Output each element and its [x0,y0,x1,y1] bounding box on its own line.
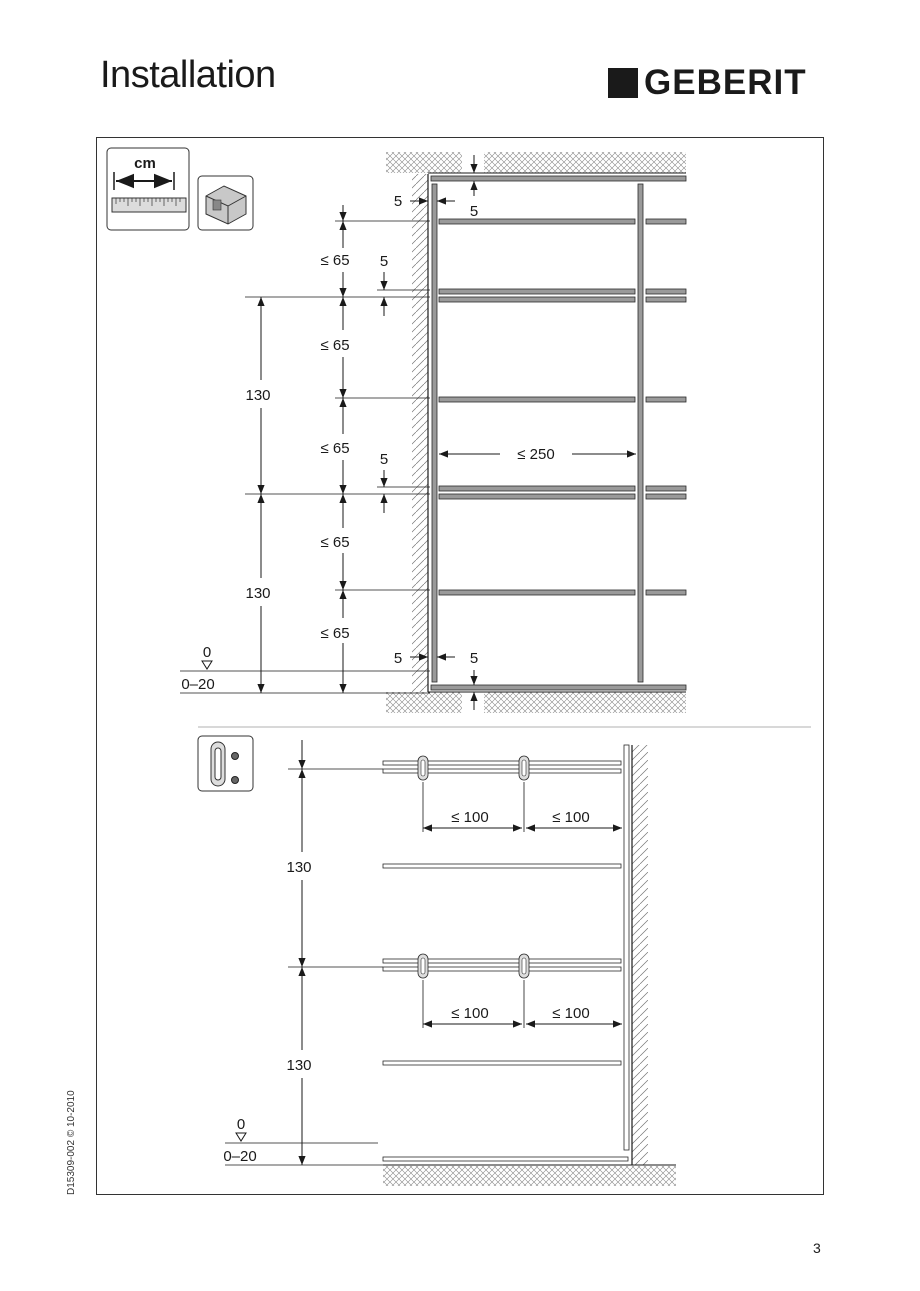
side-wall [412,174,428,692]
rail-span-label: ≤ 250 [517,446,555,463]
level-marker-icon [236,1133,246,1141]
document-code: D15309-002 © 10-2010 [66,1090,77,1195]
vertical-rail-right [638,184,643,682]
bracket-spacing-label: ≤ 100 [552,1005,590,1022]
logo-wordmark: GEBERIT [644,63,807,102]
spacing-label: ≤ 65 [320,337,350,354]
ceiling-slab [386,152,686,173]
spacing-130-label: 130 [286,1057,312,1074]
ceiling-rail [431,176,686,181]
floor-zero-label: 0 [202,644,212,661]
spacing-label: ≤ 65 [320,440,350,457]
vertical-rail-left [432,184,437,682]
top-wall-diagram [180,150,686,715]
side-wall [632,745,648,1165]
slotted-bracket-icon [198,736,253,791]
ruler-icon [107,148,189,230]
spacing-130-label: 130 [245,387,271,404]
offset-label: 5 [379,253,389,270]
floor-rail [431,685,686,690]
floor-slab [386,692,686,713]
page-number: 3 [813,1240,821,1256]
floor-slab [383,1166,676,1186]
offset-label: 5 [469,650,479,667]
bracket-spacing-label: ≤ 100 [451,809,489,826]
spacing-label: ≤ 65 [320,534,350,551]
offset-label: 5 [469,203,479,220]
ruler-unit-label: cm [134,155,156,172]
offset-label: 5 [393,193,403,210]
offset-label: 5 [393,650,403,667]
floor-zero-label: 0 [236,1116,246,1133]
offset-label: 5 [379,451,389,468]
bracket-spacing-label: ≤ 100 [552,809,590,826]
spacing-label: ≤ 65 [320,625,350,642]
page-title: Installation [100,54,276,96]
floor-range-label: 0–20 [223,1148,257,1165]
floor-range-label: 0–20 [181,676,215,693]
level-marker-icon [202,661,212,669]
spacing-130-label: 130 [245,585,271,602]
spacing-label: ≤ 65 [320,252,350,269]
bracket-spacing-label: ≤ 100 [451,1005,489,1022]
bottom-wall-diagram [223,740,676,1186]
rail-profile-icon [198,176,253,230]
spacing-130-label: 130 [286,859,312,876]
